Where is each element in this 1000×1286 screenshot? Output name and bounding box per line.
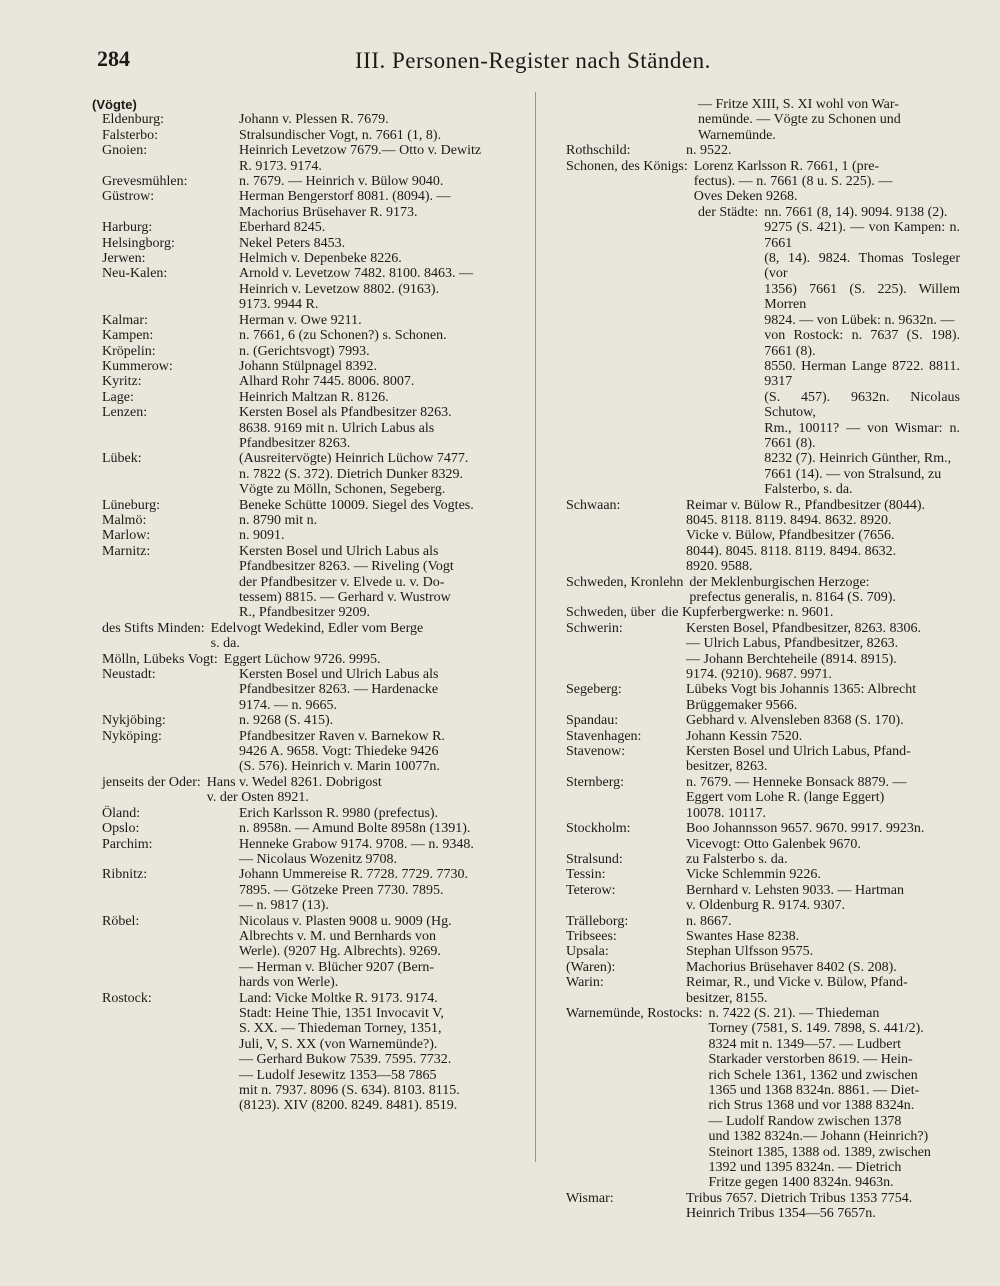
register-entry [92, 359, 524, 374]
left-column [92, 97, 524, 1114]
entry-place: Kröpelin: [102, 343, 156, 359]
register-entry [548, 605, 960, 620]
entry-place: Ribnitz: [102, 867, 148, 883]
entry-text: n. 8667. [686, 913, 732, 929]
register-entry [548, 621, 960, 683]
entry-text: Herman Bengerstorf 8081. (8094). — Machorius Brüsehaver R. 9173. [239, 189, 451, 220]
entry-place: Schonen, des Königs: [566, 158, 688, 174]
register-entry [92, 112, 524, 127]
register-entry [548, 883, 960, 914]
register-entry [92, 128, 524, 143]
page-number: 284 [97, 46, 130, 71]
entry-text: die Kupferbergwerke: n. 9601. [661, 605, 834, 621]
entry-place: Schwaan: [566, 497, 621, 513]
entry-place: Spandau: [566, 713, 619, 729]
entry-text: Stadt: Heine Thie, 1351 Invocavit V, S. XX. — Thiedeman Torney, 1351, Juli, V, S. XX (von Warnemünde?). — Gerhard Bukow 7539. 7595. 7732. — Ludolf Jesewitz 1353—58 7865 mit n. 7937. 8096 (S. 634). 8103. 8115. (8123). XIV (8200. 8249. 8481). 8519. [239, 1005, 460, 1114]
register-entry [92, 390, 524, 405]
register-entry [92, 713, 524, 728]
entry-text: n. 7422 (S. 21). — Thiedeman Torney (7581, S. 149. 7898, S. 441/2). 8324 mit n. 1349—57. — Ludbert Starkader verstorben 8619. — Hein- rich Schele 1361, 1362 und zwischen 1365 und 1368 8324n. 8861. — Diet- rich Strus 1368 und vor 1388 8324n. — Ludolf Randow zwischen 1378 und 1382 8324n.— Johann (Heinrich?) Steinort 1385, 1388 od. 1389, zwischen 1392 und 1395 8324n. — Dietrich Fritze gegen 1400 8324n. 9463n. [708, 1005, 931, 1191]
entry-place: Schweden, über [566, 605, 656, 621]
entry-text: Eberhard 8245. [239, 220, 326, 236]
entry-place: Grevesmühlen: [102, 174, 188, 190]
entry-place: Parchim: [102, 836, 153, 852]
register-entry [548, 775, 960, 821]
entry-text: (Ausreitervögte) Heinrich Lüchow 7477. n. 7822 (S. 372). Dietrich Dunker 8329. Vögte zu Mölln, Schonen, Segeberg. [239, 451, 469, 498]
register-entry [548, 729, 960, 744]
entry-place: Opslo: [102, 821, 140, 837]
section-heading: (Vögte) [92, 97, 137, 112]
entry-text: n. 9522. [686, 143, 732, 159]
entry-place: Nyköping: [102, 728, 162, 744]
entry-text: — Fritze XIII, S. XI wohl von War- nemünde. — Vögte zu Schonen und Warnemünde. [698, 97, 901, 143]
entry-place: Lübek: [102, 451, 142, 467]
entry-text: Erich Karlsson R. 9980 (prefectus). [239, 805, 439, 821]
entry-place: Rothschild: [566, 143, 631, 159]
entry-text: Beneke Schütte 10009. Siegel des Vogtes. [239, 497, 474, 513]
register-entry [92, 621, 524, 652]
entry-place: Malmö: [102, 512, 147, 528]
register-entry [92, 806, 524, 821]
register-entry [92, 313, 524, 328]
entry-place: Falsterbo: [102, 127, 158, 143]
entry-text: Reimar v. Bülow R., Pfandbesitzer (8044). 8045. 8118. 8119. 8494. 8632. 8920. Vicke v. Bülow, Pfandbesitzer (7656. 8044). 8045. 8118. 8119. 8494. 8632. 8920. 9588. [686, 497, 925, 575]
entry-place: Teterow: [566, 882, 616, 898]
register-entry [548, 944, 960, 959]
entry-place: Lüneburg: [102, 497, 161, 513]
register-entry [92, 328, 524, 343]
entry-place: Helsingborg: [102, 235, 175, 251]
entry-place: Warnemünde, Rostocks: [566, 1005, 703, 1021]
entry-place: Neustadt: [102, 667, 156, 683]
entry-place: Güstrow: [102, 189, 155, 205]
entry-text: Vicke Schlemmin 9226. [686, 867, 821, 883]
entry-text: Lorenz Karlsson R. 7661, 1 (pre- fectus). — n. 7661 (8 u. S. 225). — Oves Deken 9268. [693, 158, 893, 205]
entry-place: Stavenhagen: [566, 728, 642, 744]
register-entry [92, 236, 524, 251]
register-entry [92, 344, 524, 359]
entry-text: Eggert Lüchow 9726. 9995. [223, 651, 381, 667]
register-entry [548, 821, 960, 852]
register-entry [548, 852, 960, 867]
entry-place: (Waren): [566, 959, 616, 975]
entry-text: Johann Ummereise R. 7728. 7729. 7730. 7895. — Götzeke Preen 7730. 7895. — n. 9817 (13). [239, 867, 469, 914]
entry-text: nn. 7661 (8, 14). 9094. 9138 (2). 9275 (S. 421). — von Kampen: n. 7661 (8, 14). 9824. Thomas Tosleger (vor 1356) 7661 (S. 225). Willem Morren 9824. — von Lübek: n. 9632n. — von Rostock: n. 7637 (S. 198). 7661 (8). 8550. Herman Lange 8722. 8811. 9317 (S. 457). 9632n. Nicolaus Schutow, Rm., 10011? — von Wismar: n. 7661 (8). 8232 (7). Heinrich Günther, Rm., 7661 (14). — von Stralsund, zu Falsterbo, s. da. [764, 204, 960, 498]
register-entry [548, 975, 960, 1006]
entry-place [548, 97, 698, 143]
register-entry [548, 1006, 960, 1191]
register-entry [92, 914, 524, 991]
register-entry [548, 159, 960, 205]
register-entry [92, 143, 524, 174]
register-entry [92, 528, 524, 543]
entry-place: Kampen: [102, 328, 154, 344]
entry-text: n. 8790 mit n. [239, 512, 318, 528]
register-entry [548, 867, 960, 882]
entry-text: n. 9091. [239, 528, 285, 544]
entry-text: Johann Stülpnagel 8392. [239, 358, 378, 374]
entry-text: der Meklenburgischen Herzoge: prefectus generalis, n. 8164 (S. 709). [689, 574, 896, 605]
entry-place: Öland: [102, 805, 141, 821]
entry-place: Warin: [566, 975, 604, 991]
entry-text: n. 8958n. — Amund Bolte 8958n (1391). [239, 821, 471, 837]
entry-place: Schweden, Kronlehn [566, 574, 684, 590]
entry-text: n. (Gerichtsvogt) 7993. [239, 343, 370, 359]
register-entry [548, 713, 960, 728]
entry-text: Stralsundischer Vogt, n. 7661 (1, 8). [239, 127, 442, 143]
entry-text: Heinrich Levetzow 7679.— Otto v. Dewitz R. 9173. 9174. [239, 143, 482, 174]
column-divider [535, 92, 536, 1162]
register-entry [92, 174, 524, 189]
register-entry [92, 652, 524, 667]
entry-text: Kersten Bosel und Ulrich Labus als Pfandbesitzer 8263. — Hardenacke 9174. — n. 9665. [239, 667, 439, 713]
entry-text: Stephan Ulfsson 9575. [686, 944, 814, 960]
entry-place: Harburg: [102, 220, 153, 236]
register-entry [92, 513, 524, 528]
entry-place: der Städte: [698, 204, 759, 220]
page-title: III. Personen-Register nach Ständen. [355, 48, 711, 73]
register-entry [92, 498, 524, 513]
entry-text: Boo Johannsson 9657. 9670. 9917. 9923n. Vicevogt: Otto Galenbek 9670. [686, 821, 925, 852]
right-column [548, 97, 960, 1222]
register-entry [92, 251, 524, 266]
register-entry [92, 220, 524, 235]
register-entry [92, 867, 524, 913]
entry-place: Segeberg: [566, 682, 622, 698]
entry-place: Neu-Kalen: [102, 266, 168, 282]
entry-text: Johann Kessin 7520. [686, 728, 803, 744]
register-entry [548, 682, 960, 713]
entry-place: Trälleborg: [566, 913, 629, 929]
entry-text: Hans v. Wedel 8261. Dobrigost v. der Osten 8921. [206, 774, 382, 806]
register-entry [548, 929, 960, 944]
entry-text: n. 9268 (S. 415). [239, 713, 334, 729]
register-entry [92, 775, 524, 806]
entry-text: Edelvogt Wedekind, Edler vom Berge s. da. [210, 620, 424, 652]
entry-text: Arnold v. Levetzow 7482. 8100. 8463. — Heinrich v. Levetzow 8802. (9163). 9173. 9944 R. [239, 266, 473, 313]
entry-place: Gnoien: [102, 143, 148, 159]
entry-place: Lage: [102, 389, 134, 405]
register-entry [548, 575, 960, 606]
entry-text: Gebhard v. Alvensleben 8368 (S. 170). [686, 713, 904, 729]
entry-place: Schwerin: [566, 620, 623, 636]
entry-place: Upsala: [566, 944, 609, 960]
register-entry [92, 544, 524, 621]
register-entry [92, 821, 524, 836]
entry-place: Tessin: [566, 867, 606, 883]
register-entry [548, 914, 960, 929]
entry-text: Land: Vicke Moltke R. 9173. 9174. [239, 990, 438, 1006]
entry-text: Helmich v. Depenbeke 8226. [239, 251, 402, 267]
entry-text: Machorius Brüsehaver 8402 (S. 208). [686, 959, 897, 975]
entry-place: Stralsund: [566, 851, 623, 867]
register-entry [548, 143, 960, 158]
entry-text: Tribus 7657. Dietrich Tribus 1353 7754. Heinrich Tribus 1354—56 7657n. [686, 1190, 913, 1222]
entry-place: Nykjöbing: [102, 713, 166, 729]
left-entries [92, 112, 524, 1113]
entry-place [92, 1006, 239, 1114]
entry-place: Lenzen: [102, 405, 148, 421]
entry-text: Kersten Bosel als Pfandbesitzer 8263. 8638. 9169 mit n. Ulrich Labus als Pfandbesitzer 8263. [239, 405, 452, 451]
entry-place: jenseits der Oder: [102, 774, 201, 790]
entry-text: Kersten Bosel und Ulrich Labus, Pfand- besitzer, 8263. [686, 744, 911, 775]
entry-text: Nicolaus v. Plasten 9008 u. 9009 (Hg. Albrechts v. M. und Bernhards von Werle). (9207 Hg. Albrechts). 9269. — Herman v. Blücher 9207 (Bern- hards von Werle). [239, 913, 452, 991]
entry-text: n. 7661, 6 (zu Schonen?) s. Schonen. [239, 328, 447, 344]
entry-text: Swantes Hase 8238. [686, 928, 800, 944]
entry-place: Rostock: [102, 990, 152, 1006]
entry-text: n. 7679. — Henneke Bonsack 8879. — Eggert vom Lohe R. (lange Eggert) 10078. 10117. [686, 774, 907, 821]
entry-text: Alhard Rohr 7445. 8006. 8007. [239, 374, 415, 390]
register-entry [548, 498, 960, 575]
entry-place: des Stifts Minden: [102, 620, 205, 636]
entry-place: Tribsees: [566, 928, 617, 944]
register-entry [92, 405, 524, 451]
register-entry [92, 189, 524, 220]
entry-text: Nekel Peters 8453. [239, 235, 346, 251]
entry-text: Kersten Bosel, Pfandbesitzer, 8263. 8306. — Ulrich Labus, Pfandbesitzer, 8263. — Johann Berchteheile (8914. 8915). 9174. (9210). 9687. 9971. [686, 620, 922, 683]
entry-place: Kummerow: [102, 358, 173, 374]
register-entry [92, 1006, 524, 1114]
entry-place: Marlow: [102, 528, 151, 544]
entry-place: Jerwen: [102, 251, 146, 267]
entry-place: Kyritz: [102, 374, 142, 390]
entry-place: Kalmar: [102, 312, 148, 328]
entry-text: Kersten Bosel und Ulrich Labus als Pfandbesitzer 8263. — Riveling (Vogt der Pfandbesitzer v. Elvede u. v. Do- tessem) 8815. — Gerhard v. Wustrow R., Pfandbesitzer 9209. [239, 543, 454, 621]
register-entry [92, 266, 524, 312]
entry-place: Röbel: [102, 913, 140, 929]
entry-text: Reimar, R., und Vicke v. Bülow, Pfand- besitzer, 8155. [686, 975, 908, 1006]
entry-text: n. 7679. — Heinrich v. Bülow 9040. [239, 174, 444, 190]
register-entry [548, 97, 960, 143]
register-entry [92, 374, 524, 389]
entry-text: Lübeks Vogt bis Johannis 1365: Albrecht Brüggemaker 9566. [686, 682, 917, 713]
register-entry [92, 837, 524, 868]
entry-text: Bernhard v. Lehsten 9033. — Hartman v. Oldenburg R. 9174. 9307. [686, 882, 904, 914]
entry-place: Wismar: [566, 1190, 614, 1206]
entry-place: Stavenow: [566, 744, 626, 760]
entry-place: Stockholm: [566, 821, 631, 837]
entry-text: Pfandbesitzer Raven v. Barnekow R. 9426 A. 9658. Vogt: Thiedeke 9426 (S. 576). Heinrich v. Marin 10077n. [239, 728, 445, 775]
register-entry [92, 451, 524, 497]
register-entry [548, 744, 960, 775]
entry-text: Herman v. Owe 9211. [239, 312, 362, 328]
entry-place: Marnitz: [102, 543, 151, 559]
right-entries [548, 97, 960, 1222]
entry-text: Heinrich Maltzan R. 8126. [239, 389, 389, 405]
register-entry [548, 960, 960, 975]
entry-place: Eldenburg: [102, 112, 164, 128]
register-entry [92, 991, 524, 1006]
entry-text: Johann v. Plessen R. 7679. [239, 112, 389, 128]
entry-place: Sternberg: [566, 774, 625, 790]
register-entry [92, 667, 524, 713]
register-entry [548, 205, 960, 498]
entry-text: Henneke Grabow 9174. 9708. — n. 9348. — Nicolaus Wozenitz 9708. [239, 836, 474, 867]
register-entry [548, 1191, 960, 1222]
entry-place: Mölln, Lübeks Vogt: [102, 651, 218, 667]
entry-text: zu Falsterbo s. da. [686, 851, 788, 867]
register-entry [92, 729, 524, 775]
